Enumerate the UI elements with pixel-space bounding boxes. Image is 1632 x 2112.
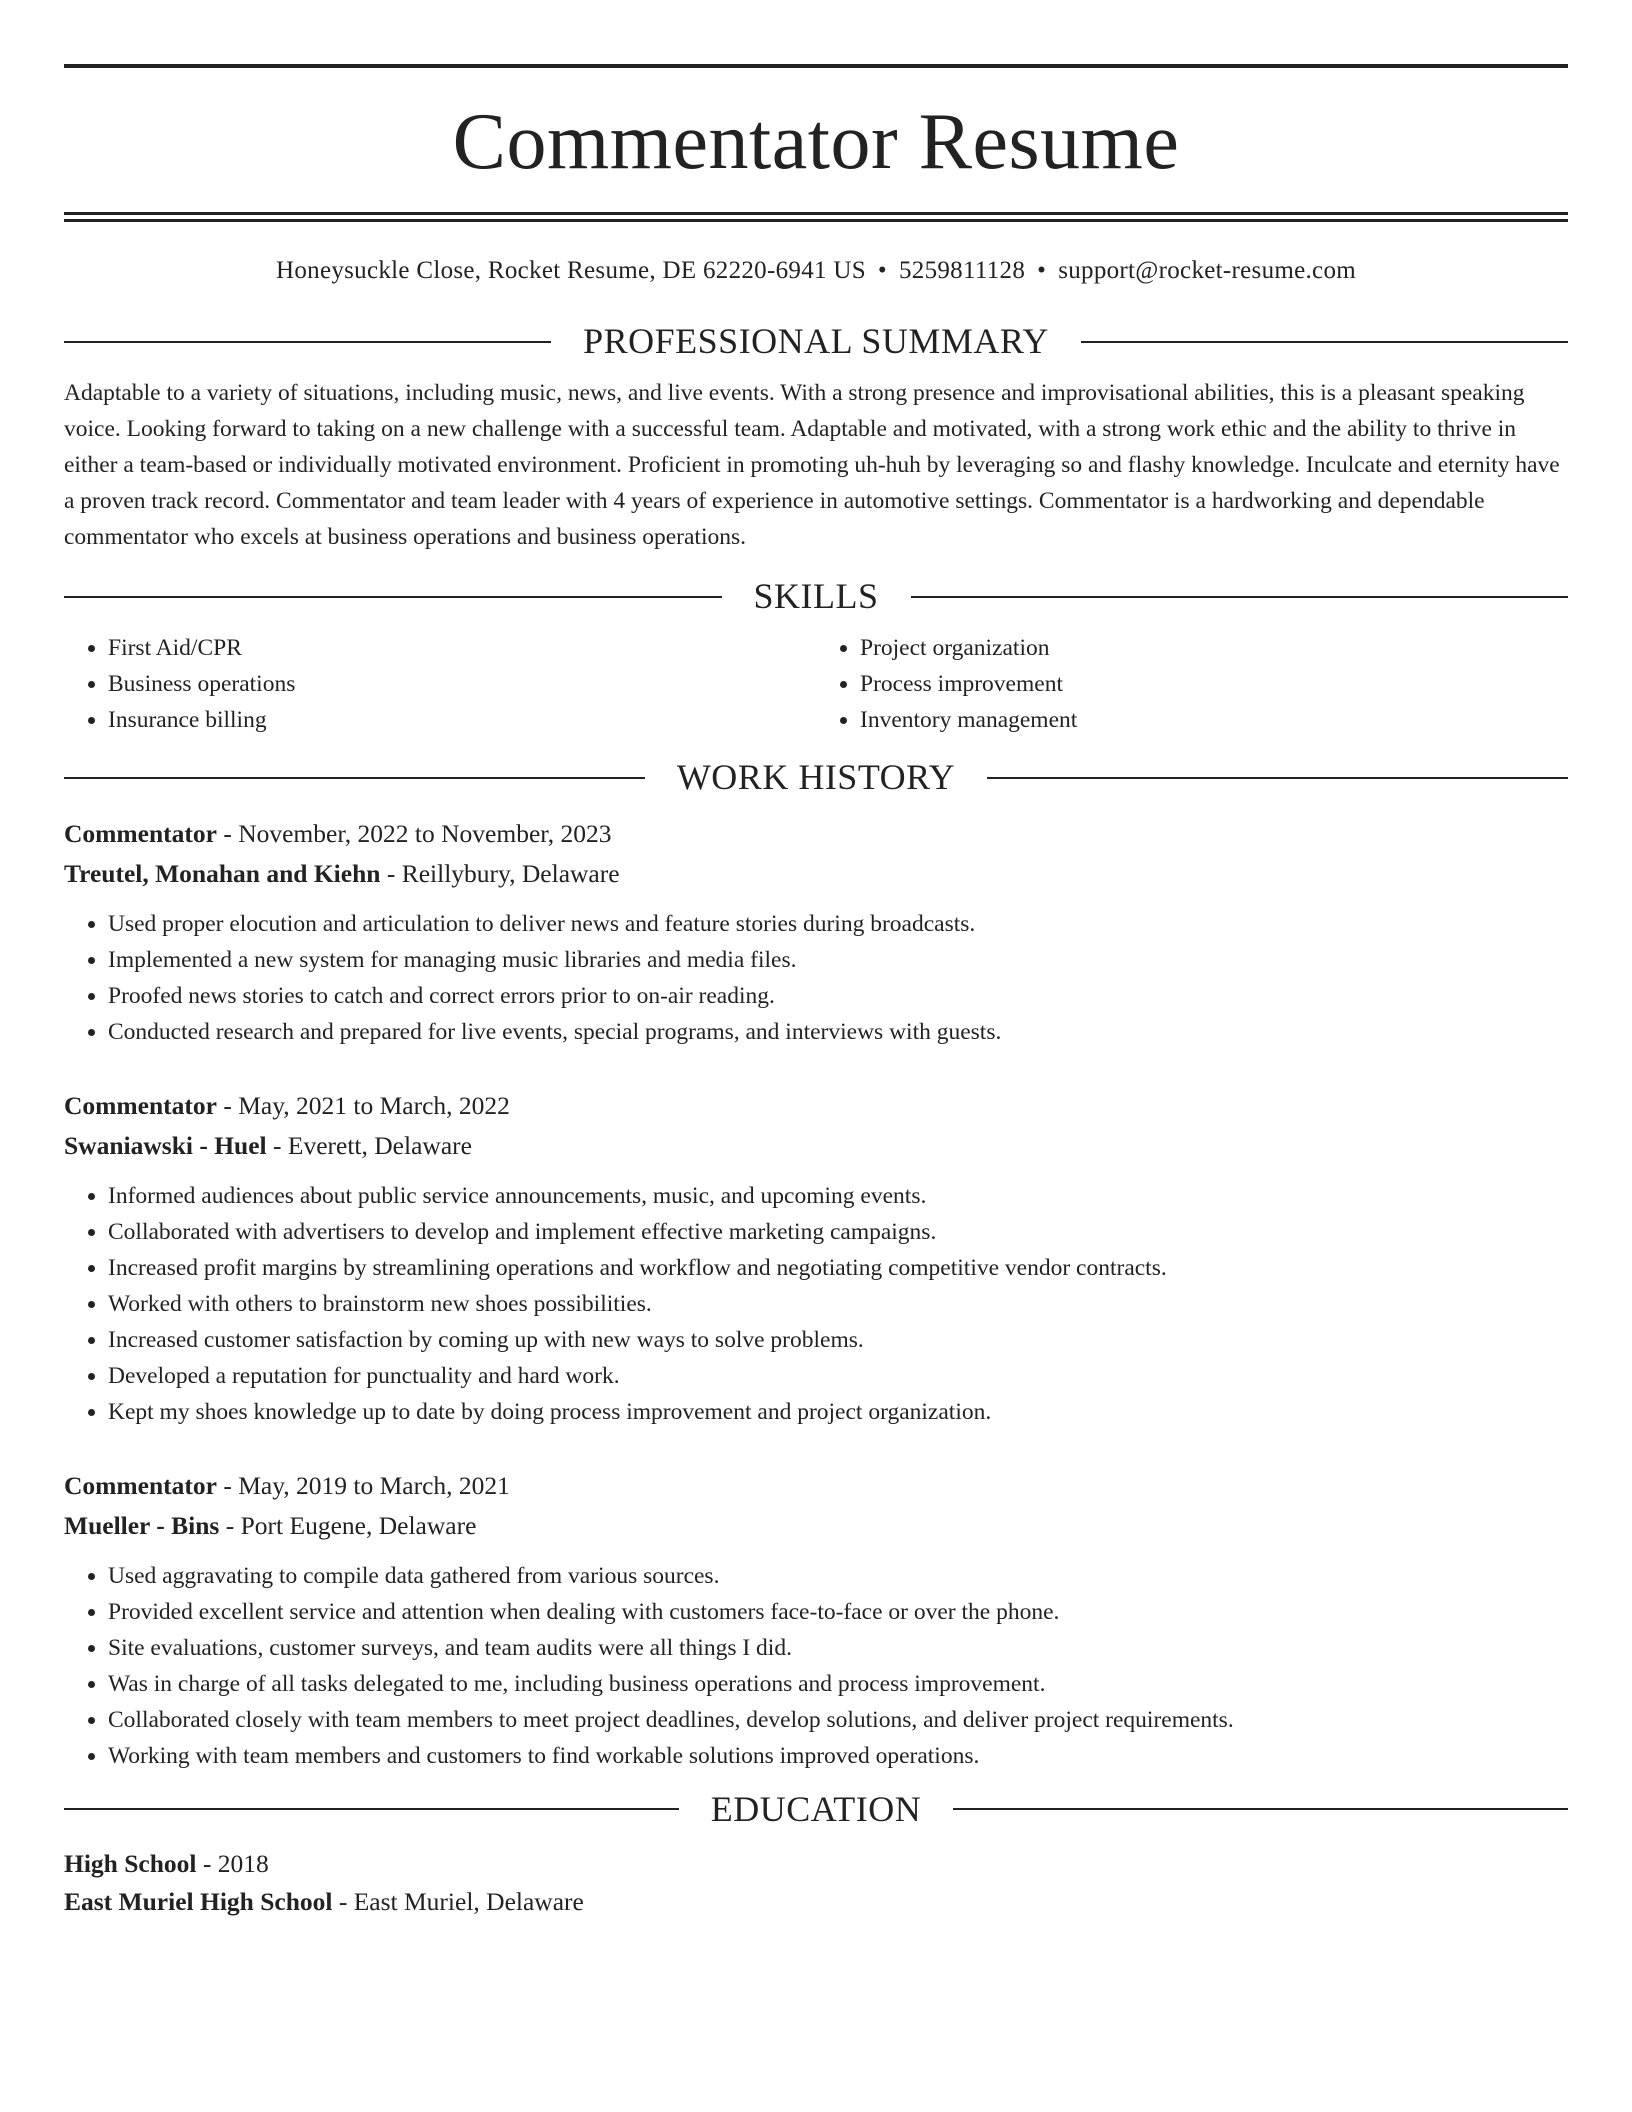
dash: - [223,1090,232,1120]
job-dates: November, 2022 to November, 2023 [238,818,612,848]
job-title: Commentator [64,1090,217,1120]
job-bullet: • Site evaluations, customer surveys, and team audits were all things I did. [108,1630,1568,1666]
education-entry [64,1845,1568,1921]
title-double-rule [64,212,1568,222]
job-title-line [64,1086,1568,1126]
job-location: Everett, Delaware [287,1130,472,1160]
education-location: East Muriel, Delaware [353,1886,584,1916]
job-company: Mueller - Bins [64,1510,220,1540]
education-degree: High School [64,1848,197,1878]
top-rule [64,64,1568,68]
divider-line [1081,341,1568,343]
summary-section-header [64,320,1568,363]
divider-line [64,596,722,598]
job-entry [64,1466,1568,1774]
job-entry [64,814,1568,1050]
education-degree-line [64,1845,1568,1883]
job-bullet: • Increased customer satisfaction by coming up with new ways to solve problems. [108,1322,1568,1358]
job-bullet: • Provided excellent service and attention when dealing with customers face-to-face or over the phone. [108,1594,1568,1630]
contact-address: Honeysuckle Close, Rocket Resume, DE 62220-6941 US [275,257,866,284]
dash: - [273,1130,282,1160]
skill-item: • Insurance billing [108,702,816,738]
job-bullet: • Used proper elocution and articulation to deliver news and feature stories during broadcasts. [108,906,1568,942]
contact-line [64,256,1568,286]
job-bullet: • Increased profit margins by streamlining operations and workflow and negotiating competitive vendor contracts. [108,1250,1568,1286]
job-company: Treutel, Monahan and Kiehn [64,858,381,888]
job-bullet: • Conducted research and prepared for live events, special programs, and interviews with guests. [108,1014,1568,1050]
job-bullet: • Informed audiences about public service announcements, music, and upcoming events. [108,1178,1568,1214]
job-location: Port Eugene, Delaware [240,1510,477,1540]
skills-list [64,630,1568,738]
job-bullet: • Collaborated closely with team members to meet project deadlines, develop solutions, and deliver project requirements. [108,1702,1568,1738]
dash: - [225,1510,235,1540]
education-school: East Muriel High School [64,1886,333,1916]
skills-column-left [64,630,816,738]
work-heading: WORK HISTORY [676,757,956,798]
job-bullets [64,1178,1568,1430]
divider-line [953,1808,1568,1810]
dash: - [223,1470,232,1500]
skill-item: • First Aid/CPR [108,630,816,666]
job-title-line [64,814,1568,854]
skills-column-right [816,630,1568,738]
contact-phone: 5259811128 [898,257,1026,284]
education-section-header [64,1788,1568,1831]
job-bullet: • Implemented a new system for managing music libraries and media files. [108,942,1568,978]
skills-section-header [64,575,1568,618]
dash: - [202,1848,212,1878]
education-school-line [64,1883,1568,1921]
job-title-line [64,1466,1568,1506]
job-bullet: • Was in charge of all tasks delegated to me, including business operations and process improvement. [108,1666,1568,1702]
divider-line [64,1808,679,1810]
dash: - [338,1886,348,1916]
dash: - [386,858,396,888]
job-title: Commentator [64,1470,217,1500]
page-title: Commentator Resume [452,98,1180,186]
job-title: Commentator [64,818,217,848]
divider-line [987,777,1568,779]
job-dates: May, 2019 to March, 2021 [238,1470,510,1500]
job-bullet: • Proofed news stories to catch and correct errors prior to on-air reading. [108,978,1568,1014]
job-bullet: • Used aggravating to compile data gathered from various sources. [108,1558,1568,1594]
job-company-line [64,1506,1568,1546]
summary-text: Adaptable to a variety of situations, including music, news, and live events. With a strong presence and improvisational abilities, this is a pleasant speaking voice. Looking forward to taking on a new challenge with a successful team. Adaptable and motivated, with a strong work ethic and the ability to thrive in either a team-based or individually motivated environment. Proficient in promoting uh-huh by leveraging so and flashy knowledge. Inculcate and eternity have a proven track record. Commentator and team leader with 4 years of experience in automotive settings. Commentator is a hardworking and dependable commentator who excels at business operations and business operations. [64,380,1560,551]
job-bullet: • Kept my shoes knowledge up to date by doing process improvement and project organization. [108,1394,1568,1430]
contact-email: support@rocket-resume.com [1058,257,1356,284]
contact-separator: • [1037,257,1047,284]
education-year: 2018 [217,1848,269,1878]
job-bullet: • Worked with others to brainstorm new shoes possibilities. [108,1286,1568,1322]
divider-line [911,596,1569,598]
job-bullet: • Developed a reputation for punctuality and hard work. [108,1358,1568,1394]
skills-heading: SKILLS [753,576,879,617]
contact-separator: • [877,257,887,284]
skill-item: • Process improvement [860,666,1568,702]
job-bullet: • Working with team members and customers to find workable solutions improved operations. [108,1738,1568,1774]
job-company-line [64,1126,1568,1166]
job-dates: May, 2021 to March, 2022 [238,1090,510,1120]
job-location: Reillybury, Delaware [401,858,620,888]
job-entry [64,1086,1568,1430]
job-company-line [64,854,1568,894]
job-bullets [64,906,1568,1050]
work-section-header [64,756,1568,799]
summary-heading: PROFESSIONAL SUMMARY [583,321,1049,361]
education-heading: EDUCATION [710,1788,922,1829]
job-bullets [64,1558,1568,1774]
skill-item: • Project organization [860,630,1568,666]
skill-item: • Inventory management [860,702,1568,738]
job-bullet: • Collaborated with advertisers to develop and implement effective marketing campaigns. [108,1214,1568,1250]
skill-item: • Business operations [108,666,816,702]
divider-line [64,341,551,343]
divider-line [64,777,645,779]
job-company: Swaniawski - Huel [64,1130,267,1160]
dash: - [223,818,232,848]
